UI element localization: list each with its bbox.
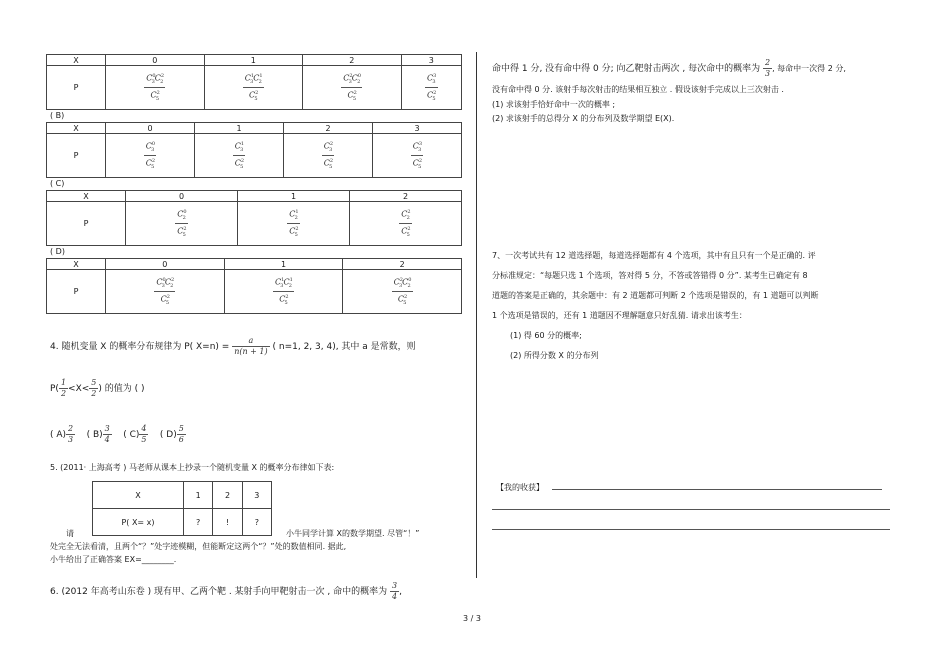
combination-fraction xyxy=(392,275,413,309)
frac-num: $C^3_3$ xyxy=(425,71,438,88)
option-d xyxy=(159,424,186,444)
frac-num: $C^0_2$ xyxy=(175,207,188,224)
column-divider xyxy=(476,52,477,578)
frac-num: $C^1_3$ xyxy=(233,139,246,156)
p-header: P xyxy=(47,202,126,246)
frac-num: 5 xyxy=(91,378,97,387)
frac-num: $C^1_2$ xyxy=(287,207,300,224)
q6-text: 6. (2012 年高考山东卷 ) 现有甲、乙两个靶 . 某射手向甲靶射击一次 , 命中的概率为 xyxy=(50,587,388,597)
harvest-line-3 xyxy=(492,529,890,530)
x-header: X xyxy=(47,259,106,270)
x-value: 0 xyxy=(106,123,195,134)
combination-fraction xyxy=(243,71,264,105)
frac-den: 6 xyxy=(178,435,184,444)
table-row xyxy=(47,259,462,270)
q6-continued-line-1 xyxy=(492,58,846,79)
combination-fraction xyxy=(144,71,165,105)
x-header: X xyxy=(47,123,106,134)
page-number: 3 / 3 xyxy=(463,614,481,623)
frac-num: $C^0_3C^2_2$ xyxy=(144,71,165,88)
prob-cell xyxy=(195,134,284,178)
table-row xyxy=(47,202,462,246)
frac-den: 4 xyxy=(104,435,110,444)
frac-num: $C^0_3C^2_2$ xyxy=(154,275,175,292)
prob-cell xyxy=(204,66,303,110)
frac-num: $C^3_3$ xyxy=(411,139,424,156)
frac-num: 2 xyxy=(68,424,74,433)
prob-cell xyxy=(373,134,462,178)
combination-fraction xyxy=(425,71,438,105)
harvest-label: 【我的收获】 xyxy=(496,483,544,492)
table-row xyxy=(47,123,462,134)
combination-fraction xyxy=(411,139,424,173)
prob-cell xyxy=(106,134,195,178)
x-value: 2 xyxy=(303,55,402,66)
q4-text-a: 4. 随机变量 X 的概率分布规律为 P( X=n) = xyxy=(50,342,230,352)
x-value: 0 xyxy=(106,259,225,270)
q6-cont-fraction xyxy=(763,58,772,79)
frac-den: 5 xyxy=(141,435,147,444)
question-5: 5. (2011· 上海高考 ) 马老师从课本上抄录一个随机变量 X 的概率分布律如下表: xyxy=(50,463,335,472)
frac-den: $C^2_5$ xyxy=(427,90,437,103)
harvest-line-2 xyxy=(492,509,890,510)
probability-table-b xyxy=(46,122,462,178)
frac-den: $C^2_5$ xyxy=(397,294,408,307)
question-6 xyxy=(50,581,402,602)
frac-den: $C^2_5$ xyxy=(249,90,259,103)
frac-num: a xyxy=(232,336,269,347)
frac-den: $C^2_5$ xyxy=(412,158,423,171)
table-row xyxy=(93,509,272,536)
frac-den: $C^2_5$ xyxy=(150,90,160,103)
frac-den: $C^2_5$ xyxy=(347,90,357,103)
x-value: 2 xyxy=(284,123,373,134)
x-header: X xyxy=(47,191,126,202)
frac-den: $C^2_5$ xyxy=(323,158,334,171)
q4-probability-expression xyxy=(50,378,145,399)
q4-fraction xyxy=(232,336,269,357)
x-value: 1 xyxy=(204,55,303,66)
combination-fraction xyxy=(233,139,246,173)
table-row xyxy=(47,134,462,178)
probability-table-c xyxy=(46,190,462,246)
option-label: ( A) xyxy=(50,430,67,440)
frac-den: $C^2_5$ xyxy=(279,294,289,307)
combination-fraction xyxy=(154,275,175,309)
p-header: P xyxy=(47,270,106,314)
frac-den: $C^2_5$ xyxy=(401,226,411,239)
q5-table xyxy=(92,481,272,536)
frac-den: 2 xyxy=(60,389,67,398)
q6-tail: , xyxy=(399,587,402,597)
option-label: ( B) xyxy=(86,430,103,440)
frac-den: $C^2_5$ xyxy=(177,226,187,239)
prob-cell xyxy=(350,202,462,246)
frac-num: $C^2_3C^0_2$ xyxy=(392,275,413,292)
option-c xyxy=(123,424,148,444)
option-a xyxy=(50,424,75,444)
q6-fraction xyxy=(390,581,399,602)
frac-num: $C^1_3C^1_2$ xyxy=(273,275,294,292)
frac-den: 2 xyxy=(91,389,97,398)
frac-num: 1 xyxy=(60,378,67,387)
frac-num: 2 xyxy=(764,58,771,67)
harvest-line-1 xyxy=(552,489,882,490)
x-value: 2 xyxy=(343,259,462,270)
option-fraction xyxy=(139,424,148,445)
option-fraction xyxy=(66,424,75,445)
q6-cont-text: 命中得 1 分, 没有命中得 0 分; 向乙靶射击两次 , 每次命中的概率为 xyxy=(492,64,761,74)
frac-num: 3 xyxy=(104,424,110,433)
option-b xyxy=(86,424,112,444)
prob-cell xyxy=(343,270,462,314)
option-fraction xyxy=(177,424,186,445)
frac-den: $C^2_5$ xyxy=(289,226,299,239)
frac-den: 3 xyxy=(764,69,771,78)
probability-table-d xyxy=(46,258,462,314)
q5-head: 1 xyxy=(184,482,213,509)
q5-line-2: 处完全无法看清，且两个“？”处字迹模糊，但能断定这两个“？”处的数值相同. 据此, xyxy=(50,542,347,551)
prob-cell xyxy=(126,202,238,246)
x-value: 1 xyxy=(195,123,284,134)
frac-den: 3 xyxy=(68,435,74,444)
q5-cell: ? xyxy=(242,509,271,536)
combination-fraction xyxy=(175,207,188,241)
question-4 xyxy=(50,336,416,357)
q5-cell: ? xyxy=(184,509,213,536)
frac-den: $C^2_5$ xyxy=(234,158,245,171)
frac-num: 4 xyxy=(141,424,147,433)
x-value: 3 xyxy=(401,55,461,66)
q6-cont-text-b: , 每命中一次得 2 分, xyxy=(772,64,846,73)
prob-cell xyxy=(106,66,205,110)
option-label-d: ( D) xyxy=(50,247,65,256)
p-prefix: P( xyxy=(50,384,59,394)
frac-den: 4 xyxy=(392,592,398,601)
frac-num: $C^2_2$ xyxy=(399,207,412,224)
question-7-line-2: 分标准规定：“每题只选 1 个选项，答对得 5 分，不答或答错得 0 分”. 某考生已确定有 8 xyxy=(492,271,808,280)
x-value: 0 xyxy=(126,191,238,202)
prob-cell xyxy=(284,134,373,178)
x-value: 1 xyxy=(238,191,350,202)
x-value: 0 xyxy=(106,55,205,66)
frac-num: $C^2_3$ xyxy=(322,139,335,156)
option-label-c: ( C) xyxy=(50,179,65,188)
q5-cell: ! xyxy=(213,509,242,536)
q6-part-1: (1) 求该射手恰好命中一次的概率 ; xyxy=(492,100,616,109)
probability-table-a xyxy=(46,54,462,110)
combination-fraction xyxy=(322,139,335,173)
frac-num: $C^2_3C^0_2$ xyxy=(341,71,362,88)
option-fraction xyxy=(103,424,112,445)
p-header: P xyxy=(47,66,106,110)
frac-num: $C^0_3$ xyxy=(144,139,157,156)
table-row xyxy=(47,66,462,110)
table-row xyxy=(93,482,272,509)
prob-cell xyxy=(106,270,225,314)
p-header: P xyxy=(47,134,106,178)
option-label-b: ( B) xyxy=(50,111,65,120)
frac-num: 5 xyxy=(178,424,184,433)
p-suffix: ) 的值为 ( ) xyxy=(98,384,145,394)
combination-fraction xyxy=(341,71,362,105)
question-7-line-3: 道题的答案是正确的，其余题中：有 2 道题都可判断 2 个选项是错误的，有 1 道题可以判断 xyxy=(492,291,819,300)
prob-cell xyxy=(303,66,402,110)
x-value: 3 xyxy=(373,123,462,134)
x-value: 2 xyxy=(350,191,462,202)
prob-cell xyxy=(401,66,461,110)
frac-num: $C^1_3C^1_2$ xyxy=(243,71,264,88)
q5-line-3: 小牛给出了正确答案 EX=________. xyxy=(50,555,177,564)
q5-head: 3 xyxy=(242,482,271,509)
q5-side-text: 小牛同学计算 X的数学期望. 尽管“！” xyxy=(286,529,420,538)
q6-continued-line-2: 没有命中得 0 分. 该射手每次射击的结果相互独立 . 假设该射手完成以上三次射击 . xyxy=(492,85,784,94)
table-row xyxy=(47,191,462,202)
question-7-line-1: 7、一次考试共有 12 道选择题，每道选择题都有 4 个选项，其中有且只有一个是正确的. 评 xyxy=(492,251,816,260)
option-label: ( D) xyxy=(159,430,177,440)
frac-den: $C^2_5$ xyxy=(160,294,170,307)
q6-part-2: (2) 求该射手的总得分 X 的分布列及数学期望 E(X). xyxy=(492,114,675,123)
table-row xyxy=(47,55,462,66)
frac-1-2 xyxy=(59,378,68,399)
inequality: <X< xyxy=(68,384,90,394)
q5-qing: 请 xyxy=(66,529,74,538)
question-7-line-4: 1 个选项是错误的，还有 1 道题因不理解题意只好乱猜. 请求出该考生： xyxy=(492,311,747,320)
left-column xyxy=(46,50,462,314)
q5-head-x: X xyxy=(93,482,184,509)
combination-fraction xyxy=(399,207,412,241)
option-label: ( C) xyxy=(123,430,140,440)
question-7-part-2: (2) 所得分数 X 的分布列 xyxy=(510,351,599,360)
prob-cell xyxy=(224,270,343,314)
prob-cell xyxy=(238,202,350,246)
table-row xyxy=(47,270,462,314)
combination-fraction xyxy=(144,139,157,173)
q5-row-label: P( X= x) xyxy=(93,509,184,536)
x-value: 1 xyxy=(224,259,343,270)
q5-head: 2 xyxy=(213,482,242,509)
question-7-part-1: (1) 得 60 分的概率; xyxy=(510,331,582,340)
combination-fraction xyxy=(287,207,300,241)
combination-fraction xyxy=(273,275,294,309)
x-header: X xyxy=(47,55,106,66)
q4-text-b: ( n=1, 2, 3, 4), 其中 a 是常数，则 xyxy=(272,342,416,352)
frac-den: $C^2_5$ xyxy=(145,158,156,171)
frac-num: 3 xyxy=(392,581,398,590)
frac-den: n(n + 1) xyxy=(234,347,268,356)
q4-options xyxy=(50,424,186,445)
